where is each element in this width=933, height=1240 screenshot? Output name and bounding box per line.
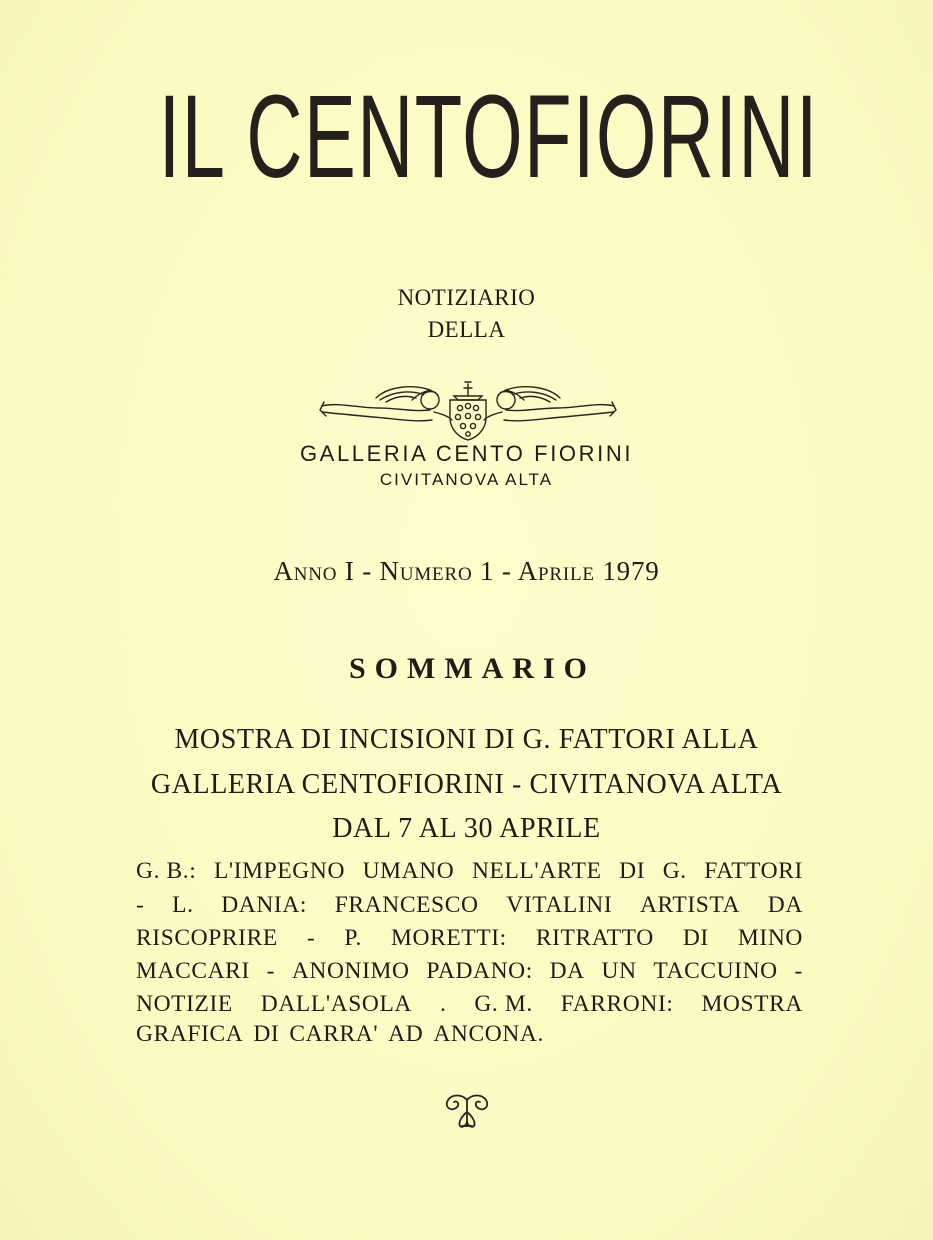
summary-word: UMANO: [362, 858, 455, 884]
summary-word: AD: [388, 1021, 424, 1047]
summary-lead-line: DAL 7 AL 30 APRILE: [332, 813, 601, 844]
summary-word: ARTISTA: [639, 892, 741, 918]
summary-content-line: [136, 894, 803, 918]
summary-word: DA: [767, 892, 803, 918]
summary-word: MACCARI: [136, 958, 250, 984]
summary-word: RISCOPRIRE: [136, 925, 278, 951]
summary-word: G. M.: [474, 991, 533, 1017]
summary-word: FRANCESCO: [334, 892, 479, 918]
summary-content-line: [136, 927, 803, 951]
summary-word: MINO: [737, 925, 803, 951]
gallery-name: GALLERIA CENTO FIORINI: [299, 441, 634, 466]
subtitle-della: DELLA: [427, 317, 506, 342]
summary-word: ANONIMO: [291, 958, 410, 984]
subtitle-notiziario: NOTIZIARIO: [397, 285, 536, 310]
summary-word: UN: [601, 958, 637, 984]
summary-word: TACCUINO: [653, 958, 778, 984]
summary-content-line: [136, 1023, 803, 1047]
summary-word: MOSTRA: [701, 991, 803, 1017]
summary-content-line: [136, 993, 803, 1017]
summary-word: FATTORI: [704, 858, 803, 884]
summary-word: DALL'ASOLA: [260, 991, 413, 1017]
summary-lead-line: MOSTRA DI INCISIONI DI G. FATTORI ALLA: [174, 724, 759, 755]
summary-word: DA: [549, 958, 585, 984]
summary-lead-line: GALLERIA CENTOFIORINI - CIVITANOVA ALTA: [150, 769, 783, 800]
summary-word: DI: [682, 925, 709, 951]
summary-word: P.: [344, 925, 362, 951]
summary-word: -: [266, 958, 276, 984]
summary-word: DI: [253, 1021, 280, 1047]
summary-word: ANCONA.: [433, 1021, 544, 1047]
summary-word: VITALINI: [506, 892, 613, 918]
fleuron-ornament-icon: [440, 1090, 494, 1130]
summary-word: DANIA:: [221, 892, 308, 918]
summary-word: L.: [172, 892, 194, 918]
summary-word: FARRONI:: [560, 991, 674, 1017]
summary-content-line: [136, 960, 803, 984]
summary-word: -: [306, 925, 316, 951]
summary-word: DI: [619, 858, 646, 884]
summary-word: G. B.:: [136, 858, 197, 884]
summary-word: MORETTI:: [391, 925, 507, 951]
masthead-title: IL CENTOFIORINI: [158, 71, 819, 203]
summary-word: -: [794, 958, 803, 984]
cherubs-with-coat-of-arms-icon: [318, 378, 618, 444]
issue-info: Anno I - Numero 1 - Aprile 1979: [273, 556, 660, 586]
summary-word: CARRA': [289, 1021, 379, 1047]
summary-word: L'IMPEGNO: [213, 858, 346, 884]
gallery-location: CIVITANOVA ALTA: [379, 470, 554, 489]
summary-heading: SOMMARIO: [349, 652, 596, 685]
summary-word: GRAFICA: [136, 1021, 244, 1047]
summary-content-line: [136, 860, 803, 884]
summary-word: NELL'ARTE: [471, 858, 602, 884]
summary-word: -: [136, 892, 145, 918]
summary-word: NOTIZIE: [136, 991, 233, 1017]
summary-word: .: [439, 991, 447, 1017]
summary-word: G.: [662, 858, 687, 884]
summary-word: PADANO:: [426, 958, 533, 984]
summary-word: RITRATTO: [535, 925, 654, 951]
